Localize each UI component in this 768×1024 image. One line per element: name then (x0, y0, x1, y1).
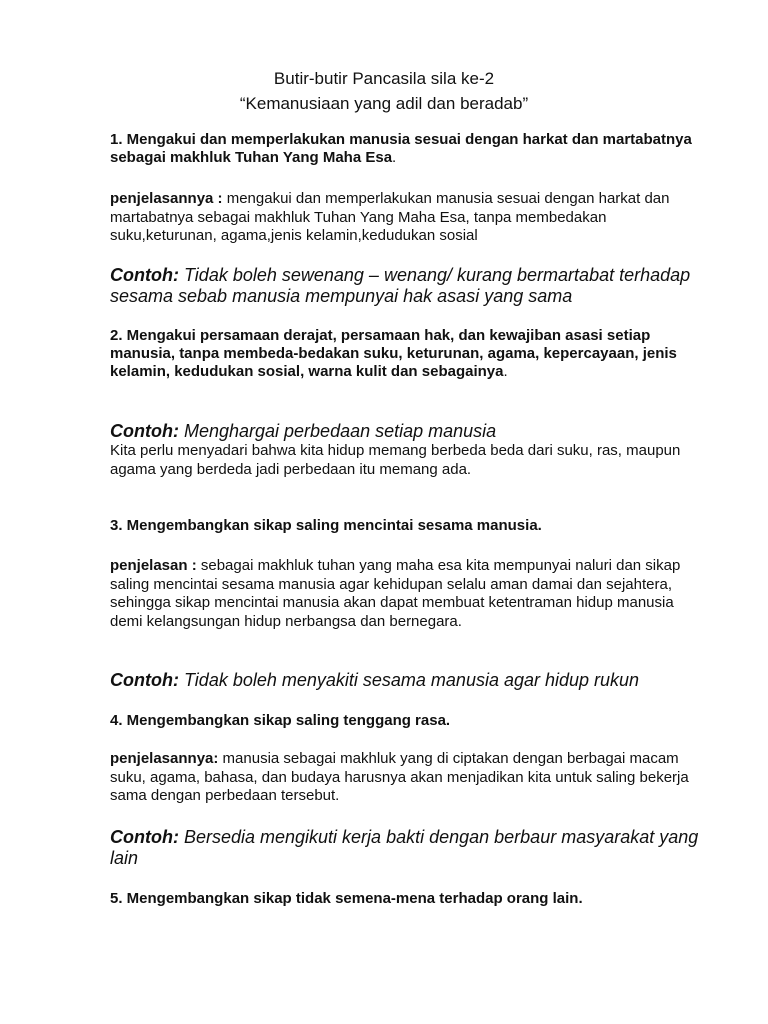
document-subtitle: “Kemanusiaan yang adil dan beradab” (239, 94, 529, 113)
item-1-example (110, 265, 710, 307)
item-1-explanation (110, 190, 710, 246)
item-3-example (110, 670, 710, 691)
item-1-example-text: Tidak boleh sewenang – wenang/ kurang bermartabat terhadap sesama sebab manusia mempunyai hak asasi yang sama (110, 265, 691, 306)
item-1-explain-text: mengakui dan memperlakukan manusia sesuai dengan harkat dan martabatnya sebagai makhluk Tuhan Yang Maha Esa, tanpa membedakan suku,keturunan, agama,jenis kelamin,kedudukan sosial (110, 190, 670, 244)
item-2-heading (110, 327, 710, 381)
item-1-heading (110, 131, 710, 167)
item-5-heading: 5. Mengembangkan sikap tidak semena-mena terhadap orang lain. (110, 890, 583, 907)
item-3-example-label: Contoh: (110, 670, 179, 690)
item-3-explain-label: penjelasan : (110, 557, 197, 574)
item-2-heading-text: 2. Mengakui persamaan derajat, persamaan hak, dan kewajiban asasi setiap manusia, tanpa membeda-bedakan suku, keturunan, agama, kepercayaan, jenis kelamin, kedudukan sosial, warna kulit dan sebagainya (110, 327, 677, 380)
item-4-explain-label: penjelasannya: (110, 750, 219, 767)
item-3-explanation (110, 557, 710, 631)
item-2-example (110, 421, 710, 442)
item-4-example (110, 827, 710, 869)
item-1-explain-label: penjelasannya : (110, 190, 223, 207)
item-4-explain-text: manusia sebagai makhluk yang di ciptakan dengan berbagai macam suku, agama, bahasa, dan budaya harusnya akan menjadikan kita untuk saling bekerja sama dengan perbedaan tersebut. (110, 750, 689, 804)
document-title: Butir-butir Pancasila sila ke-2 (273, 69, 495, 88)
item-2-example-note: Kita perlu menyadari bahwa kita hidup memang berbeda beda dari suku, ras, maupun agama yang berdeda jadi perbedaan itu memang ada. (110, 442, 681, 478)
item-1-example-label: Contoh: (110, 265, 179, 285)
item-2-example-label: Contoh: (110, 421, 179, 441)
item-4-example-text: Bersedia mengikuti kerja bakti dengan berbaur masyarakat yang lain (110, 827, 699, 868)
item-3-explain-text: sebagai makhluk tuhan yang maha esa kita mempunyai naluri dan sikap saling mencintai sesama manusia agar kehidupan selalu aman damai dan sejahtera, sehingga sikap mencintai manusia akan dapat membuat ketentraman hidup manusia demi kelangsungan hidup nerbangsa dan bernegara. (110, 557, 681, 630)
item-1-heading-end: . (392, 149, 397, 166)
item-4-example-label: Contoh: (110, 827, 179, 847)
item-2-example-text: Menghargai perbedaan setiap manusia (178, 421, 497, 441)
item-4-heading: 4. Mengembangkan sikap saling tenggang rasa. (110, 712, 451, 729)
item-4-explanation (110, 750, 710, 806)
item-2-heading-end: . (503, 363, 508, 380)
item-3-heading: 3. Mengembangkan sikap saling mencintai sesama manusia. (110, 517, 542, 534)
item-1-heading-text: 1. Mengakui dan memperlakukan manusia sesuai dengan harkat dan martabatnya sebagai makhluk Tuhan Yang Maha Esa (110, 131, 692, 166)
item-3-example-text: Tidak boleh menyakiti sesama manusia agar hidup rukun (178, 670, 640, 690)
